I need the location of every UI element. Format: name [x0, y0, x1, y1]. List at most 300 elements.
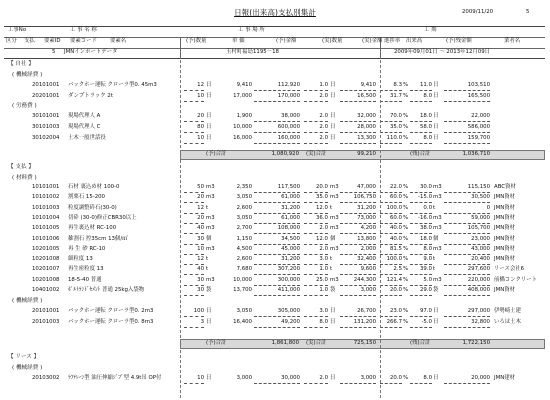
row-underline — [380, 264, 402, 265]
cell-jq: 2.0 — [319, 93, 328, 99]
cell-yu: m3 — [206, 214, 215, 221]
cell-pct: % — [403, 113, 409, 119]
cell-jq: 1.0 — [319, 287, 328, 293]
cell-name: 切砕 (30-0)修正CBR30以上 — [68, 214, 137, 221]
cell-du: t — [433, 204, 436, 211]
cell-jk: 32,400 — [357, 256, 376, 263]
row-underline — [380, 90, 402, 91]
cell-du: 袋 — [433, 287, 439, 293]
cell-rate: 40.0 — [389, 235, 402, 242]
cell-name: 再 生 砂 RC-10 — [68, 245, 106, 252]
cell-code: 10101001 — [32, 184, 60, 190]
row-underline — [184, 202, 204, 203]
row-underline — [410, 383, 432, 384]
row-underline — [340, 316, 376, 317]
row-underline — [380, 213, 402, 214]
row-underline — [304, 254, 328, 255]
cell-code: 30102004 — [32, 135, 60, 141]
cell-ju: 袋 — [330, 287, 336, 293]
cell-tanka: 2,600 — [236, 256, 252, 263]
cell-yk: 61,000 — [281, 214, 300, 221]
row-underline — [444, 285, 490, 286]
label-dekidaka: 出来高 — [406, 38, 423, 44]
cell-du: m3 — [433, 245, 442, 252]
row-underline — [184, 101, 204, 102]
cell-yk: 31,200 — [281, 204, 300, 211]
cell-zan: 297,600 — [467, 266, 490, 273]
row-underline — [410, 264, 432, 265]
cell-yu: 個 — [206, 235, 212, 242]
row-underline — [254, 132, 300, 133]
cell-yu: m3 — [206, 245, 215, 252]
cell-tanka: 10,000 — [233, 124, 252, 130]
cell-jk: 3,000 — [360, 287, 376, 293]
row-underline — [254, 143, 300, 144]
row-underline — [380, 274, 402, 275]
row-underline — [444, 254, 490, 255]
cell-du: 日 — [433, 93, 439, 99]
cell-yq: 40 — [197, 225, 204, 232]
cell-rate: 40.0 — [389, 225, 402, 232]
cell-tanka: 1,150 — [236, 235, 252, 242]
cell-ju: m3 — [330, 184, 339, 190]
cell-jq: 2.0 — [319, 113, 328, 119]
cell-du: 日 — [433, 135, 439, 141]
cell-tanka: 16,400 — [233, 319, 252, 325]
cell-du: t — [433, 256, 436, 263]
cell-du: 日 — [433, 319, 439, 325]
cell-ju: 日 — [330, 113, 336, 119]
cell-tanka: 10,000 — [233, 276, 252, 283]
cell-code: 20103002 — [32, 375, 60, 381]
cell-rate: 266.7 — [386, 319, 402, 325]
table-row — [0, 206, 550, 215]
cell-jq: 8.0 — [319, 319, 328, 325]
cell-du: m3 — [433, 194, 442, 201]
cell-dek: 29.0 — [419, 287, 432, 293]
cell-code: 30101001 — [32, 113, 60, 119]
row-underline — [184, 295, 204, 296]
cell-rate: 35.0 — [389, 124, 402, 130]
row-underline — [184, 383, 204, 384]
cell-rate: 60.0 — [389, 214, 402, 221]
row-underline — [444, 233, 490, 234]
cell-ju: 日 — [330, 319, 336, 325]
cell-yu: t — [206, 256, 209, 263]
column-divider — [380, 60, 381, 398]
row-underline — [340, 264, 376, 265]
cell-yk: 34,500 — [281, 235, 300, 242]
row-underline — [410, 244, 432, 245]
cell-jk: 26,700 — [357, 308, 376, 314]
row-underline — [340, 285, 376, 286]
cell-yk: 30,000 — [281, 375, 300, 381]
cell-dek: 38.0 — [419, 225, 432, 232]
cell-ju: 日 — [330, 124, 336, 130]
cell-name: 再生密粒度 13 — [68, 266, 104, 273]
row-underline — [304, 285, 328, 286]
cell-zan: 30,500 — [471, 194, 490, 201]
cell-yu: m3 — [206, 276, 215, 283]
row-underline — [444, 121, 490, 122]
cell-yu: t — [206, 204, 209, 211]
row-underline — [410, 254, 432, 255]
table-row — [0, 278, 550, 287]
row-underline — [340, 295, 376, 296]
group-romu-jisha: ( 労務費 ) — [12, 103, 37, 109]
cell-tanka: 3,000 — [236, 375, 252, 381]
row-underline — [254, 244, 300, 245]
cell-jk: 131,200 — [353, 319, 376, 325]
row-underline — [304, 244, 328, 245]
row-underline — [380, 244, 402, 245]
cell-vendor: ABC資材 — [494, 184, 516, 190]
cell-name: バックホー運転 クローラ型0. 45m3 — [68, 82, 157, 88]
cell-zan: 159,700 — [467, 135, 490, 141]
row-underline — [410, 143, 432, 144]
project-period: 2009年09月01日 ～ 2013年12月09日 — [394, 49, 491, 55]
report-title: 日報(出来高)支払別集計 — [234, 8, 316, 17]
cell-pct: % — [403, 214, 409, 221]
row-underline — [304, 327, 328, 328]
cell-yq: 12 — [197, 256, 204, 263]
cell-rate: 60.0 — [389, 194, 402, 201]
row-underline — [410, 316, 432, 317]
row-underline — [410, 295, 432, 296]
table-row — [0, 83, 550, 92]
cell-jk: 16,500 — [357, 93, 376, 99]
cell-pct: % — [403, 204, 409, 211]
row-underline — [380, 132, 402, 133]
cell-jk: 9,600 — [360, 266, 376, 273]
cell-du: m3 — [433, 184, 442, 190]
group-kikai-shiharai: ( 機械経費 ) — [12, 298, 43, 304]
cell-code: 10101002 — [32, 194, 60, 201]
cell-code: 10101003 — [32, 204, 60, 211]
label-jitsu-suryo: (実)数量 — [322, 38, 343, 44]
row-underline — [304, 274, 328, 275]
cell-yu: 日 — [206, 93, 212, 99]
row-underline — [184, 192, 204, 193]
section-shiharai: 【 支払 】 — [8, 164, 34, 170]
project-name: JMNインポートデータ — [64, 49, 118, 55]
cell-vendor: JMN建材 — [494, 375, 516, 381]
row-underline — [340, 274, 376, 275]
cell-name: ﾎﾟﾙﾄﾗﾝﾄﾞｾﾒﾝﾄ 普通 25kg入袋物 — [68, 287, 145, 293]
sum-shiharai-jk: 725,150 — [353, 340, 376, 346]
row-underline — [304, 192, 328, 193]
cell-pct: % — [403, 308, 409, 314]
cell-ju: t — [330, 204, 333, 211]
cell-yq: 40 — [197, 266, 204, 273]
cell-yq: 10 — [197, 93, 204, 99]
cell-name: 18-5-40 普通 — [68, 276, 102, 283]
table-row — [0, 309, 550, 318]
cell-code: 10101004 — [32, 214, 60, 221]
cell-zan: 59,000 — [471, 214, 490, 221]
cell-ju: 日 — [330, 135, 336, 141]
row-underline — [254, 213, 300, 214]
cell-jk: 2,000 — [360, 245, 376, 252]
cell-vendor: いろは土木 — [494, 319, 521, 325]
cell-du: 日 — [433, 375, 439, 381]
label-yoso-id: 要素ID — [44, 38, 61, 44]
cell-yq: 50 — [197, 184, 204, 190]
row-underline — [184, 90, 204, 91]
cell-pct: % — [403, 319, 409, 325]
sum-shiharai-jk-label: (実)合計 — [306, 340, 327, 346]
cell-vendor: JMN資材 — [494, 245, 516, 252]
cell-jk: 106,750 — [353, 194, 376, 201]
row-underline — [254, 90, 300, 91]
cell-vendor: JMN資材 — [494, 194, 516, 201]
row-underline — [444, 383, 490, 384]
cell-rate: 100.0 — [386, 204, 402, 211]
cell-zan: 23,000 — [471, 235, 490, 242]
cell-vendor: JMN資材 — [494, 225, 516, 232]
cell-yu: 日 — [206, 135, 212, 141]
label-kubun: 区分 — [6, 38, 17, 44]
cell-zan: 115,150 — [467, 184, 490, 190]
label-yoso-mei: 要素名 — [110, 38, 127, 44]
cell-dek: 8.0 — [423, 135, 432, 141]
cell-yu: 日 — [206, 308, 212, 314]
cell-ju: m3 — [330, 214, 339, 221]
cell-pct: % — [403, 287, 409, 293]
cell-jk: 32,000 — [357, 113, 376, 119]
cell-code: 10201005 — [32, 245, 60, 252]
cell-vendor: リース会社6 — [494, 266, 525, 273]
row-underline — [444, 244, 490, 245]
row-underline — [304, 101, 328, 102]
table-row — [0, 247, 550, 256]
row-underline — [410, 327, 432, 328]
row-underline — [410, 132, 432, 133]
cell-tanka: 16,000 — [233, 135, 252, 141]
cell-zan: 105,700 — [467, 225, 490, 232]
label-koji-basho: 工 事 場 所 — [238, 27, 265, 33]
cell-pct: % — [403, 82, 409, 88]
row-underline — [340, 213, 376, 214]
cell-tanka: 2,350 — [236, 184, 252, 190]
row-underline — [410, 274, 432, 275]
cell-jk: 13,300 — [357, 135, 376, 141]
group-kikai-jisha: ( 機械経費 ) — [12, 72, 43, 78]
cell-rate: 20.0 — [389, 375, 402, 381]
cell-yq: 3 — [200, 319, 204, 325]
label-jitsu-kingaku: (実)金額 — [362, 38, 383, 44]
cell-yk: 108,000 — [277, 225, 300, 232]
cell-yq: 20 — [197, 113, 204, 119]
cell-yk: 61,000 — [281, 194, 300, 201]
cell-rate: 22.0 — [389, 184, 402, 190]
cell-rate: 110.0 — [386, 135, 402, 141]
cell-yq: 12 — [197, 204, 204, 211]
row-underline — [380, 192, 402, 193]
cell-tanka: 3,050 — [236, 214, 252, 221]
cell-yk: 31,200 — [281, 256, 300, 263]
cell-tanka: 2,600 — [236, 204, 252, 211]
sum-shiharai-zan-label: (残)合計 — [410, 340, 431, 346]
row-underline — [254, 254, 300, 255]
cell-code: 10201007 — [32, 266, 60, 273]
cell-dek: -15.0 — [418, 194, 432, 201]
cell-name: ダンプトラック 2t — [68, 93, 113, 99]
cell-name: 現場代理人 C — [68, 124, 101, 130]
cell-pct: % — [403, 194, 409, 201]
row-underline — [340, 233, 376, 234]
label-tanka: 単 価 — [232, 38, 245, 44]
row-underline — [444, 192, 490, 193]
row-underline — [254, 202, 300, 203]
cell-jq: 35.0 — [315, 194, 328, 201]
cell-vendor: JMN資材 — [494, 256, 516, 263]
cell-yu: 日 — [206, 375, 212, 381]
row-underline — [304, 264, 328, 265]
section-jisha: 【 自社 】 — [8, 61, 34, 67]
row-underline — [444, 132, 490, 133]
cell-dek: 8.0 — [423, 93, 432, 99]
row-underline — [380, 223, 402, 224]
cell-dek: 97.0 — [419, 308, 432, 314]
row-underline — [380, 143, 402, 144]
sum-jisha-zan: 1,036,710 — [462, 151, 490, 157]
row-underline — [410, 233, 432, 234]
cell-yk: 112,920 — [277, 82, 300, 88]
cell-code: 10201008 — [32, 256, 60, 263]
cell-code: 10101005 — [32, 225, 60, 232]
cell-ju: m3 — [330, 276, 339, 283]
cell-ju: m3 — [330, 194, 339, 201]
cell-yq: 10 — [197, 245, 204, 252]
column-divider — [180, 60, 181, 398]
row-underline — [340, 254, 376, 255]
cell-yq: 30 — [197, 276, 204, 283]
cell-jk: 47,000 — [357, 184, 376, 190]
cell-zan: 43,000 — [471, 245, 490, 252]
cell-vendor: JMN資材 — [494, 235, 516, 242]
cell-yu: 日 — [206, 82, 212, 88]
row-underline — [254, 233, 300, 234]
cell-zan: 20,400 — [471, 256, 490, 263]
row-underline — [410, 192, 432, 193]
row-underline — [184, 233, 204, 234]
table-row — [0, 376, 550, 385]
row-underline — [444, 213, 490, 214]
row-underline — [444, 316, 490, 317]
table-row — [0, 320, 550, 329]
table-row — [0, 94, 550, 103]
cell-yq: 20 — [197, 194, 204, 201]
cell-zan: 32,800 — [471, 319, 490, 325]
table-row — [0, 237, 550, 246]
row-underline — [444, 143, 490, 144]
row-underline — [380, 254, 402, 255]
cell-code: 20101003 — [32, 319, 60, 325]
row-underline — [380, 202, 402, 203]
row-underline — [340, 121, 376, 122]
row-underline — [254, 295, 300, 296]
row-underline — [340, 101, 376, 102]
cell-name: バックホー運転 クローラ型0. 2m3 — [68, 308, 154, 314]
row-underline — [340, 90, 376, 91]
label-koji-meisho: 工 事 名 称 — [70, 27, 97, 33]
table-row — [0, 267, 550, 276]
row-underline — [184, 327, 204, 328]
row-underline — [304, 213, 328, 214]
row-underline — [304, 223, 328, 224]
row-underline — [184, 264, 204, 265]
cell-vendor: 前橋コンクリート — [494, 276, 538, 283]
cell-yu: 日 — [206, 319, 212, 325]
label-yotei-suryo: (予)数量 — [186, 38, 207, 44]
group-kikai-lease: ( 機械経費 ) — [12, 365, 43, 371]
page-number: 5 — [526, 9, 530, 15]
cell-yq: 20 — [197, 214, 204, 221]
report-date: 2009/11/20 — [462, 9, 494, 15]
cell-jk: 4,200 — [360, 225, 376, 232]
cell-vendor: JMN資材 — [494, 204, 516, 211]
row-underline — [444, 223, 490, 224]
cell-dek: 39.0 — [419, 266, 432, 273]
cell-du: m3 — [433, 276, 442, 283]
label-yotei-zan: (予)残金額 — [446, 38, 472, 44]
row-underline — [380, 121, 402, 122]
row-underline — [444, 295, 490, 296]
row-underline — [340, 143, 376, 144]
label-koji-no: 工事No — [8, 27, 27, 33]
row-underline — [380, 233, 402, 234]
cell-du: t — [433, 266, 436, 273]
cell-ju: 日 — [330, 308, 336, 314]
cell-jq: 2.0 — [319, 375, 328, 381]
cell-dek: 0.0 — [423, 204, 432, 211]
cell-yq: 10 — [197, 375, 204, 381]
cell-zan: 165,500 — [467, 93, 490, 99]
cell-zan: 0 — [486, 204, 490, 211]
cell-pct: % — [403, 276, 409, 283]
label-koki: 工 期 — [424, 27, 437, 33]
row-underline — [340, 383, 376, 384]
header-vline — [180, 37, 181, 59]
cell-code: 10101006 — [32, 235, 60, 242]
row-underline — [184, 316, 204, 317]
cell-yu: m3 — [206, 194, 215, 201]
cell-rate: 70.0 — [389, 113, 402, 119]
row-underline — [254, 101, 300, 102]
row-underline — [254, 285, 300, 286]
cell-tanka: 4,500 — [236, 245, 252, 252]
cell-jk: 73,000 — [357, 214, 376, 221]
row-underline — [380, 285, 402, 286]
sum-jisha-yk: 1,080,920 — [271, 151, 299, 157]
cell-pct: % — [403, 256, 409, 263]
cell-rate: 2.5 — [393, 266, 402, 273]
cell-du: 日 — [433, 308, 439, 314]
row-underline — [380, 316, 402, 317]
cell-yk: 305,000 — [277, 308, 300, 314]
row-underline — [304, 233, 328, 234]
cell-name: 現場代理人 A — [68, 113, 101, 119]
cell-zan: 586,000 — [467, 124, 490, 130]
row-underline — [410, 223, 432, 224]
cell-jq: 12.0 — [315, 204, 328, 211]
cell-ju: t — [330, 266, 333, 273]
cell-yq: 30 — [197, 235, 204, 242]
cell-name: 土木一般世話役 — [68, 135, 106, 141]
cell-zan: 408,000 — [467, 287, 490, 293]
row-underline — [340, 202, 376, 203]
